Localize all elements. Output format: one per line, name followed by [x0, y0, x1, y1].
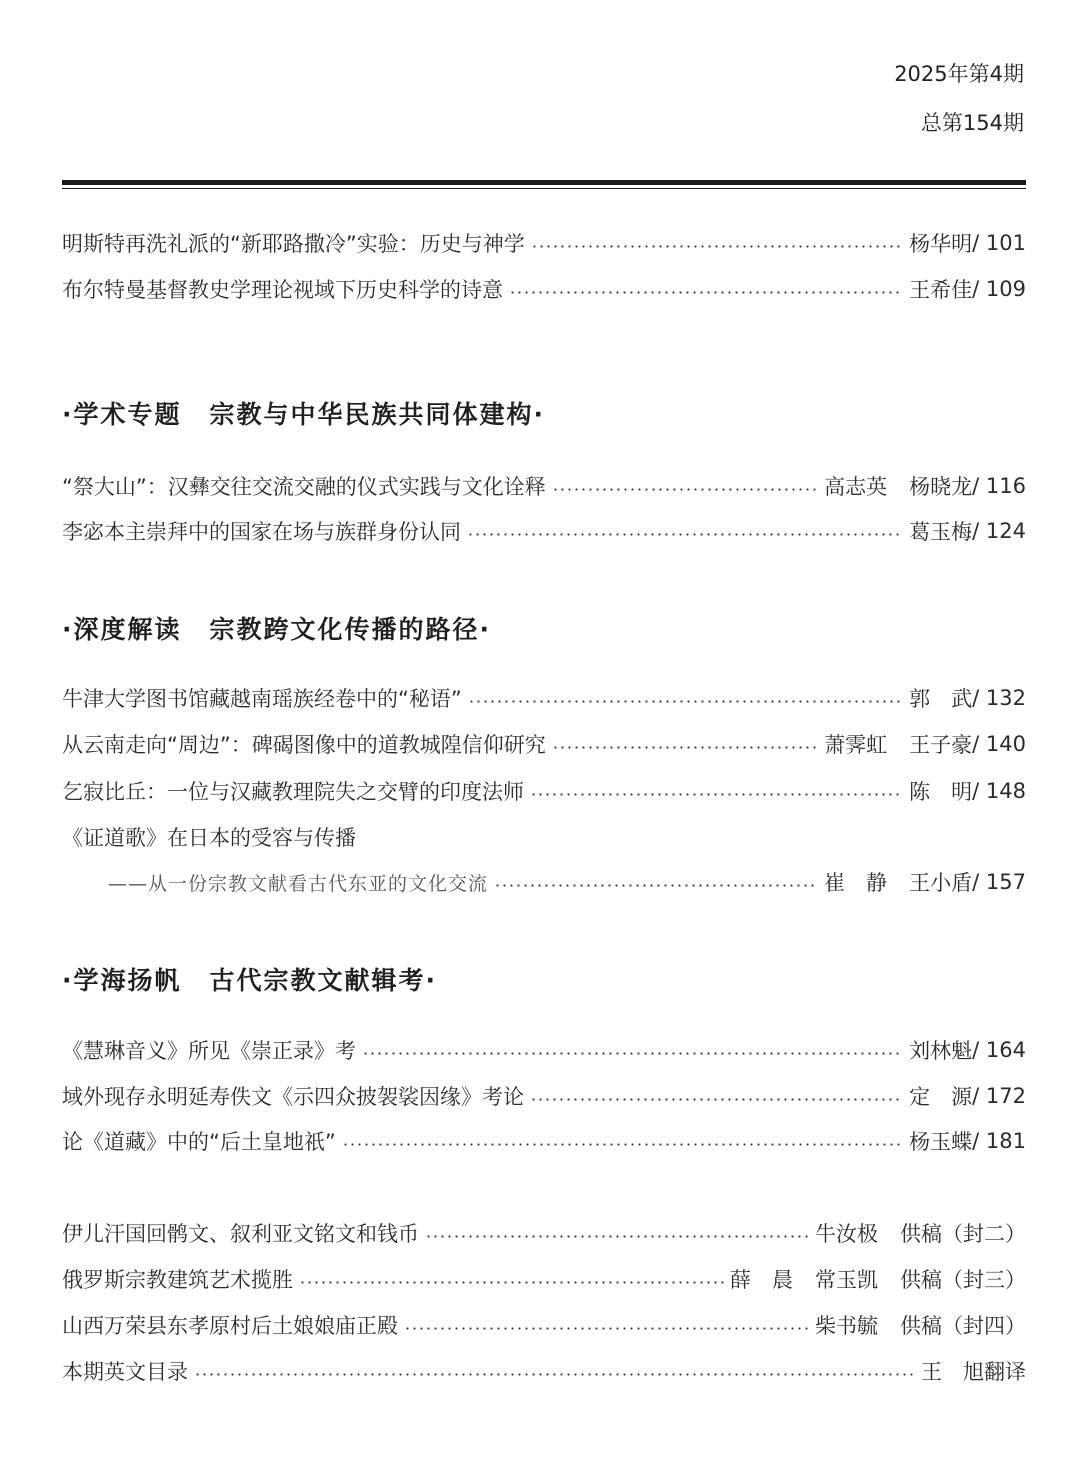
toc-entry[interactable]: [62, 729, 1026, 759]
entry-author: 刘林魁: [909, 1039, 973, 1063]
dot-leader: [552, 746, 818, 749]
entry-author: 王小盾: [909, 871, 973, 895]
cover-note: 供稿（封二）: [900, 1222, 1026, 1246]
dot-leader: [425, 1235, 809, 1238]
entry-page: / 109: [972, 277, 1026, 301]
translator: 王 旭翻译: [921, 1360, 1026, 1384]
entry-title[interactable]: 《证道歌》在日本的受容与传播: [62, 826, 356, 850]
cover-provider: 柴书毓: [815, 1314, 878, 1338]
cover-note: 供稿（封四）: [900, 1314, 1026, 1338]
entry-author: 杨华明: [909, 232, 973, 256]
toc-entry[interactable]: [62, 228, 1026, 258]
toc-entry[interactable]: [62, 471, 1026, 501]
entry-title: 论《道藏》中的“后土皇地祇”: [62, 1130, 336, 1154]
toc-entry[interactable]: [108, 867, 1026, 897]
entry-page: / 172: [972, 1084, 1026, 1108]
entry-page: / 124: [972, 519, 1026, 543]
entry-title: 李宓本主崇拜中的国家在场与族群身份认同: [62, 520, 461, 544]
english-toc-title: 本期英文目录: [62, 1360, 188, 1384]
entry-author: 萧霁虹: [824, 733, 888, 757]
entry-author: 定 源: [909, 1085, 973, 1109]
dot-leader: [467, 533, 903, 536]
dot-leader: [494, 884, 818, 887]
entry-subtitle: ——从一份宗教文献看古代东亚的文化交流: [108, 872, 489, 895]
dot-leader: [342, 1143, 903, 1146]
entry-title: 《慧琳音义》所见《崇正录》考: [62, 1039, 356, 1063]
toc-entry[interactable]: [62, 1126, 1026, 1156]
toc-entry[interactable]: [62, 516, 1026, 546]
entry-author: 高志英: [824, 475, 888, 499]
header-divider: [62, 180, 1026, 189]
section-theme: 古代宗教文献辑考·: [209, 966, 437, 995]
section-theme: 宗教与中华民族共同体建构·: [209, 400, 545, 429]
entry-page: / 101: [972, 231, 1026, 255]
entry-author: 王子豪: [909, 733, 973, 757]
dot-leader: [509, 291, 903, 294]
toc-entry[interactable]: [62, 776, 1026, 806]
dot-leader: [299, 1281, 724, 1284]
section-heading: [62, 610, 491, 646]
cover-provider: 牛汝极: [815, 1222, 878, 1246]
cover-title: 伊儿汗国回鹘文、叙利亚文铭文和钱币: [62, 1222, 419, 1246]
entry-title: 牛津大学图书馆藏越南瑶族经卷中的“秘语”: [62, 687, 462, 711]
entry-author: 陈 明: [909, 780, 973, 804]
section-column: ·深度解读: [62, 615, 182, 644]
entry-title: “祭大山”：汉彝交往交流交融的仪式实践与文化诠释: [62, 475, 546, 499]
cover-note: 供稿（封三）: [900, 1268, 1026, 1292]
dot-leader: [194, 1373, 915, 1376]
entry-title: 乞寂比丘：一位与汉藏教理院失之交臂的印度法师: [62, 780, 524, 804]
entry-title: 域外现存永明延寿佚文《示四众披袈裟因缘》考论: [62, 1085, 524, 1109]
english-toc-entry[interactable]: [62, 1356, 1026, 1386]
entry-page: / 164: [972, 1038, 1026, 1062]
cover-credit[interactable]: [62, 1264, 1026, 1294]
entry-title: 布尔特曼基督教史学理论视域下历史科学的诗意: [62, 278, 503, 302]
toc-entry[interactable]: [62, 683, 1026, 713]
toc-entry[interactable]: [62, 1081, 1026, 1111]
issue-number: 2025年第4期: [894, 62, 1024, 86]
section-column: ·学术专题: [62, 400, 182, 429]
cover-title: 俄罗斯宗教建筑艺术揽胜: [62, 1268, 293, 1292]
section-heading: [62, 961, 437, 997]
dot-leader: [530, 793, 903, 796]
total-issue-number: 总第154期: [920, 111, 1024, 135]
entry-page: / 181: [972, 1129, 1026, 1153]
toc-entry[interactable]: [62, 1035, 1026, 1065]
cover-provider: 薛 晨: [730, 1268, 793, 1292]
dot-leader: [531, 245, 903, 248]
entry-page: / 140: [972, 732, 1026, 756]
entry-title: 从云南走向“周边”：碑碣图像中的道教城隍信仰研究: [62, 733, 546, 757]
section-column: ·学海扬帆: [62, 966, 182, 995]
section-heading: [62, 395, 545, 431]
entry-page: / 148: [972, 779, 1026, 803]
entry-page: / 157: [972, 870, 1026, 894]
entry-author: 葛玉梅: [909, 520, 973, 544]
entry-title: 明斯特再洗礼派的“新耶路撒冷”实验：历史与神学: [62, 232, 525, 256]
dot-leader: [362, 1052, 903, 1055]
entry-page: / 116: [972, 474, 1026, 498]
entry-author: 王希佳: [909, 278, 973, 302]
entry-author: 杨玉蝶: [909, 1130, 973, 1154]
entry-author: 杨晓龙: [909, 475, 973, 499]
cover-title: 山西万荣县东孝原村后土娘娘庙正殿: [62, 1314, 398, 1338]
cover-provider: 常玉凯: [815, 1268, 878, 1292]
cover-credit[interactable]: [62, 1310, 1026, 1340]
entry-author: 郭 武: [909, 687, 973, 711]
dot-leader: [530, 1098, 903, 1101]
cover-credit[interactable]: [62, 1218, 1026, 1248]
entry-page: / 132: [972, 686, 1026, 710]
dot-leader: [404, 1327, 809, 1330]
dot-leader: [468, 700, 903, 703]
dot-leader: [552, 488, 818, 491]
section-theme: 宗教跨文化传播的路径·: [209, 615, 491, 644]
entry-author: 崔 静: [824, 871, 888, 895]
toc-entry[interactable]: [62, 274, 1026, 304]
